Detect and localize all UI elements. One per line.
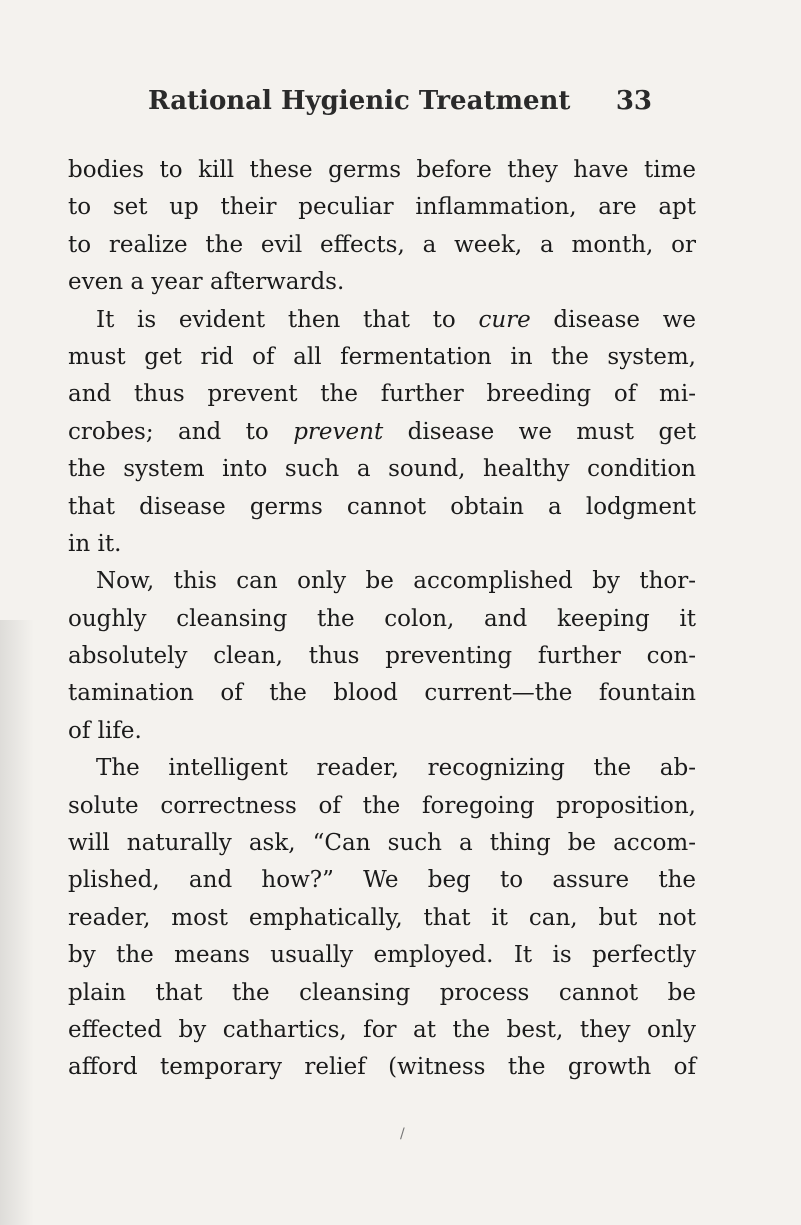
page-number: 33 — [615, 86, 652, 116]
stray-mark: / — [400, 1126, 405, 1142]
running-title: Rational Hygienic Treatment — [148, 86, 571, 116]
text-line: must get rid of all fermentation in the system, — [68, 343, 696, 370]
text-fragment: disease we must get — [407, 418, 697, 445]
text-line: will naturally ask, “Can such a thing be accom- — [68, 830, 696, 857]
emphasis-cure: cure — [478, 306, 531, 333]
text-line: effected by cathartics, for at the best, they only — [68, 1016, 696, 1043]
text-line: bodies to kill these germs before they have time — [68, 157, 696, 183]
text-line: to realize the evil effects, a week, a month, or — [68, 231, 696, 258]
text-line — [68, 414, 696, 451]
body-text — [68, 152, 696, 1087]
text-line: in it. — [68, 530, 122, 557]
text-line: oughly cleansing the colon, and keeping it — [68, 605, 696, 632]
text-line: that disease germs cannot obtain a lodgment — [68, 493, 696, 520]
text-line: tamination of the blood current—the fountain — [68, 680, 696, 707]
text-line: even a year afterwards. — [68, 269, 345, 296]
text-fragment: crobes; and to — [68, 418, 269, 445]
text-fragment: It is evident then that to — [96, 306, 456, 333]
text-line — [68, 302, 696, 339]
text-line: by the means usually employed. It is perfectly — [68, 942, 696, 969]
text-line: plain that the cleansing process cannot be — [68, 979, 696, 1006]
text-line: and thus prevent the further breeding of mi- — [68, 381, 696, 408]
text-line: of life. — [68, 717, 142, 744]
gutter-shadow — [0, 620, 34, 1225]
text-line: plished, and how?” We beg to assure the — [68, 867, 696, 894]
text-line: to set up their peculiar inflammation, are apt — [68, 194, 696, 221]
text-line: Now, this can only be accomplished by thor- — [96, 568, 696, 595]
text-line: the system into such a sound, healthy condition — [68, 456, 696, 483]
text-line: afford temporary relief (witness the growth of — [68, 1054, 696, 1081]
text-line: solute correctness of the foregoing proposition, — [68, 792, 696, 819]
running-head — [148, 86, 652, 126]
text-line: absolutely clean, thus preventing further con- — [68, 643, 696, 670]
text-line: reader, most emphatically, that it can, but not — [68, 904, 696, 931]
text-fragment: disease we — [553, 306, 697, 333]
text-line: The intelligent reader, recognizing the ab- — [96, 755, 696, 782]
emphasis-prevent: prevent — [293, 418, 384, 445]
